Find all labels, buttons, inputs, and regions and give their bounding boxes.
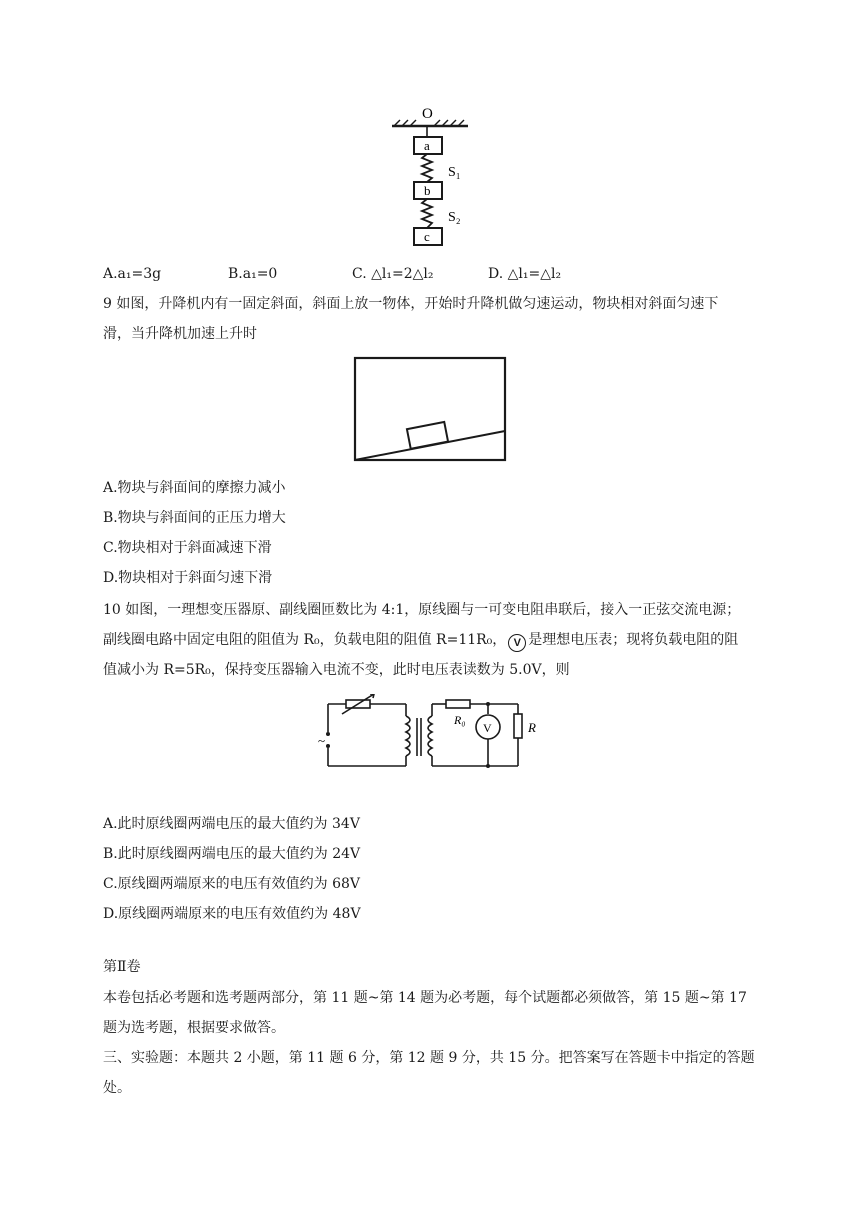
q10-option-b: B.此时原线圈两端电压的最大值约为 24V: [103, 846, 361, 862]
q10-stem-line2-text: 副线圈电路中固定电阻的阻值为 R₀，负载电阻的阻值 R=11R₀，: [103, 632, 507, 648]
q10-option-d: D.原线圈两端原来的电压有效值约为 48V: [103, 906, 361, 922]
q9-stem-line2: 滑，当升降机加速上升时: [103, 326, 257, 342]
q10-option-a: A.此时原线圈两端电压的最大值约为 34V: [103, 816, 360, 832]
q8-option-a: A.a₁=3g: [103, 266, 162, 282]
q9-option-d: D.物块相对于斜面匀速下滑: [103, 570, 273, 586]
q9-option-a: A.物块与斜面间的摩擦力减小: [103, 480, 286, 496]
block-b-label: b: [424, 183, 431, 198]
block-a-label: a: [424, 138, 430, 153]
pivot-label: O: [422, 106, 433, 122]
spring-s1-label: S₁: [448, 165, 461, 180]
q8-option-b: B.a₁=0: [228, 266, 278, 282]
q9-option-b: B.物块与斜面间的正压力增大: [103, 510, 286, 526]
spring-block-figure: [380, 100, 490, 250]
q9-option-c: C.物块相对于斜面减速下滑: [103, 540, 272, 556]
source-symbol: ~: [318, 733, 326, 748]
q10-stem-line2-tail: 是理想电压表；现将负载电阻的阻: [528, 632, 739, 648]
q9-stem-line1: 9 如图，升降机内有一固定斜面，斜面上放一物体，开始时升降机做匀速运动，物块相对斜面匀速下: [103, 296, 719, 312]
spring-s2-label: S₂: [448, 210, 461, 225]
q10-stem-line3: 值减小为 R=5R₀，保持变压器输入电流不变，此时电压表读数为 5.0V，则: [103, 662, 570, 678]
block-c-label: c: [424, 229, 430, 244]
q10-option-c: C.原线圈两端原来的电压有效值约为 68V: [103, 876, 361, 892]
meter-label: V: [483, 721, 492, 735]
section-title: 第Ⅱ卷: [103, 959, 141, 975]
q10-stem-line2: [103, 630, 738, 652]
q8-option-c: C. △l₁=2△l₂: [352, 266, 434, 282]
q8-option-d: D. △l₁=△l₂: [488, 266, 562, 282]
part3-heading: 三、实验题：本题共 2 小题，第 11 题 6 分，第 12 题 9 分，共 15 分。把答案写在答题卡中指定的答题处。: [103, 1050, 755, 1096]
transformer-circuit-figure: [318, 694, 548, 774]
voltmeter-icon: V: [508, 634, 526, 652]
r0-label: R₀: [454, 713, 466, 727]
elevator-incline-figure: [350, 354, 510, 464]
q10-stem-line1: 10 如图，一理想变压器原、副线圈匝数比为 4:1，原线圈与一可变电阻串联后，接入一正弦交流电源；: [103, 602, 741, 618]
section-intro: 本卷包括必考题和选考题两部分，第 11 题~第 14 题为必考题，每个试题都必须做答，第 15 题~第 17 题为选考题，根据要求做答。: [103, 990, 747, 1036]
r-label: R: [528, 720, 536, 735]
